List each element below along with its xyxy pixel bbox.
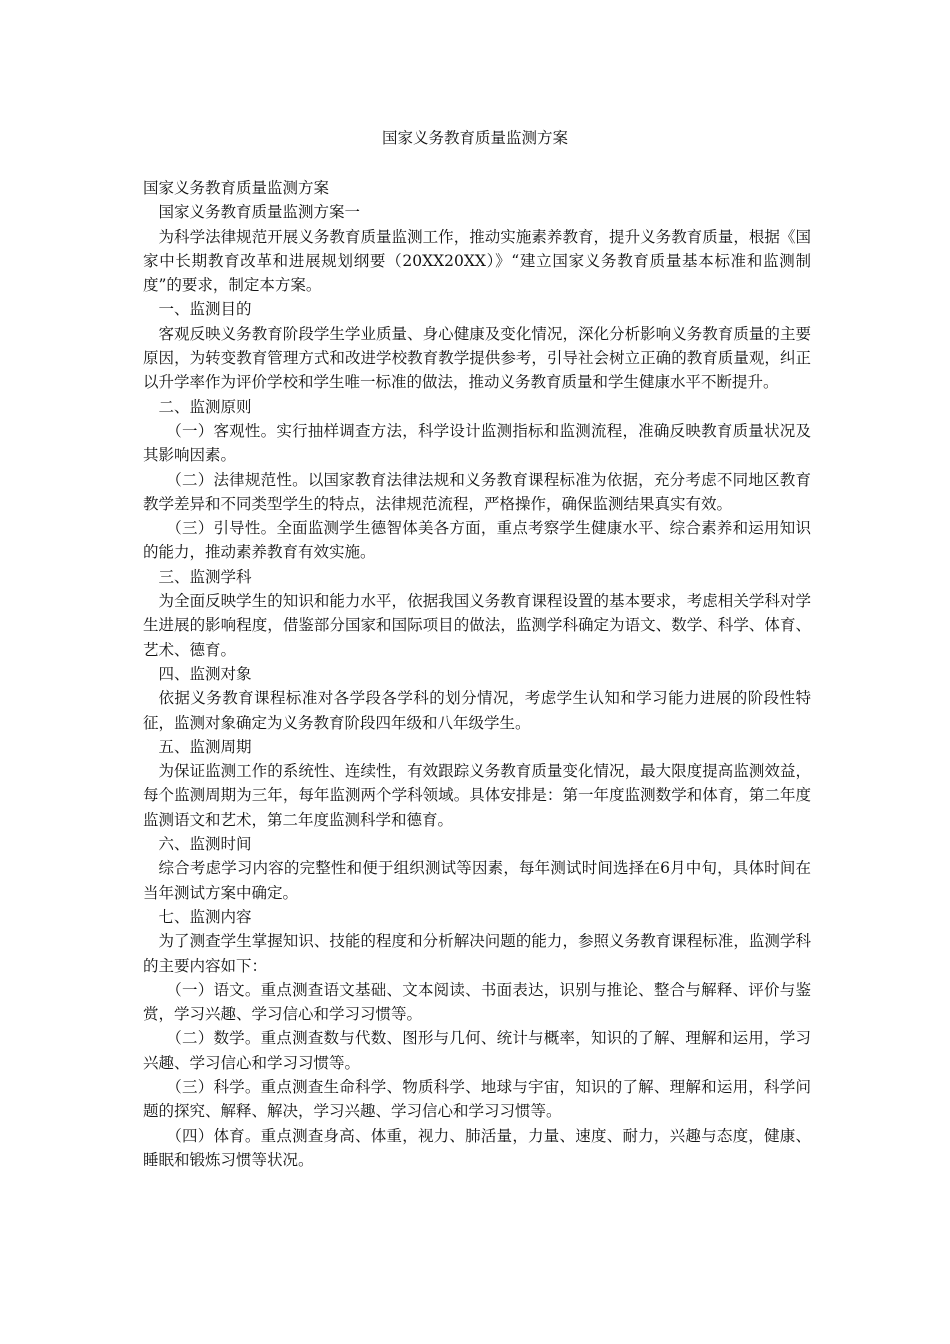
paragraph: 综合考虑学习内容的完整性和便于组织测试等因素，每年测试时间选择在6月中旬，具体时间在当年测试方案中确定。: [143, 859, 811, 902]
paragraph: 为科学法律规范开展义务教育质量监测工作，推动实施素养教育，提升义务教育质量，根据《国家中长期教育改革和进展规划纲要（20XX20XX）》“建立国家义务教育质量基本标准和监测制度”的要求，制定本方案。: [143, 227, 811, 295]
paragraph: 五、监测周期: [158, 737, 252, 756]
paragraph: 客观反映义务教育阶段学生学业质量、身心健康及变化情况，深化分析影响义务教育质量的主要原因，为转变教育管理方式和改进学校教育教学提供参考，引导社会树立正确的教育质量观，纠正以升学率作为评价学校和学生唯一标准的做法，推动义务教育质量和学生健康水平不断提升。: [143, 324, 811, 392]
paragraph: （一）语文。重点测查语文基础、文本阅读、书面表达，识别与推论、整合与解释、评价与鉴赏，学习兴趣、学习信心和学习习惯等。: [143, 980, 811, 1024]
document-body: [143, 176, 811, 1172]
paragraph: 为全面反映学生的知识和能力水平，依据我国义务教育课程设置的基本要求，考虑相关学科对学生进展的影响程度，借鉴部分国家和国际项目的做法，监测学科确定为语文、数学、科学、体育、艺术、德育。: [143, 592, 811, 659]
paragraph: 三、监测学科: [158, 567, 252, 586]
paragraph: （一）客观性。实行抽样调查方法，科学设计监测指标和监测流程，准确反映教育质量状况及其影响因素。: [143, 421, 811, 465]
paragraph: （二）数学。重点测查数与代数、图形与几何、统计与概率，知识的了解、理解和运用，学习兴趣、学习信心和学习习惯等。: [143, 1029, 811, 1072]
paragraph: 国家义务教育质量监测方案一: [158, 203, 361, 222]
paragraph: 为保证监测工作的系统性、连续性，有效跟踪义务教育质量变化情况，最大限度提高监测效益，每个监测周期为三年，每年监测两个学科领域。具体安排是：第一年度监测数学和体育，第二年度监测语文和艺术，第二年度监测科学和德育。: [143, 762, 811, 829]
paragraph: 二、监测原则: [158, 397, 252, 416]
paragraph: （四）体育。重点测查身高、体重，视力、肺活量，力量、速度、耐力，兴趣与态度，健康、睡眠和锻炼习惯等状况。: [143, 1126, 811, 1169]
paragraph: 依据义务教育课程标准对各学段各学科的划分情况，考虑学生认知和学习能力进展的阶段性特征，监测对象确定为义务教育阶段四年级和八年级学生。: [143, 689, 811, 732]
document-title: 国家义务教育质量监测方案: [381, 129, 568, 147]
paragraph: 六、监测时间: [158, 835, 252, 854]
paragraph: 国家义务教育质量监测方案: [143, 179, 330, 197]
paragraph: （二）法律规范性。以国家教育法律法规和义务教育课程标准为依据，充分考虑不同地区教育教学差异和不同类型学生的特点，法律规范流程，严格操作，确保监测结果真实有效。: [143, 470, 811, 513]
paragraph: 为了测查学生掌握知识、技能的程度和分析解决问题的能力，参照义务教育课程标准，监测学科的主要内容如下：: [143, 932, 811, 975]
paragraph: 一、监测目的: [158, 300, 252, 319]
paragraph: （三）引导性。全面监测学生德智体美各方面，重点考察学生健康水平、综合素养和运用知识的能力，推动素养教育有效实施。: [143, 519, 811, 562]
paragraph: 四、监测对象: [158, 664, 252, 683]
paragraph: 七、监测内容: [158, 907, 252, 926]
paragraph: （三）科学。重点测查生命科学、物质科学、地球与宇宙，知识的了解、理解和运用，科学问题的探究、解释、解决，学习兴趣、学习信心和学习习惯等。: [143, 1077, 811, 1121]
